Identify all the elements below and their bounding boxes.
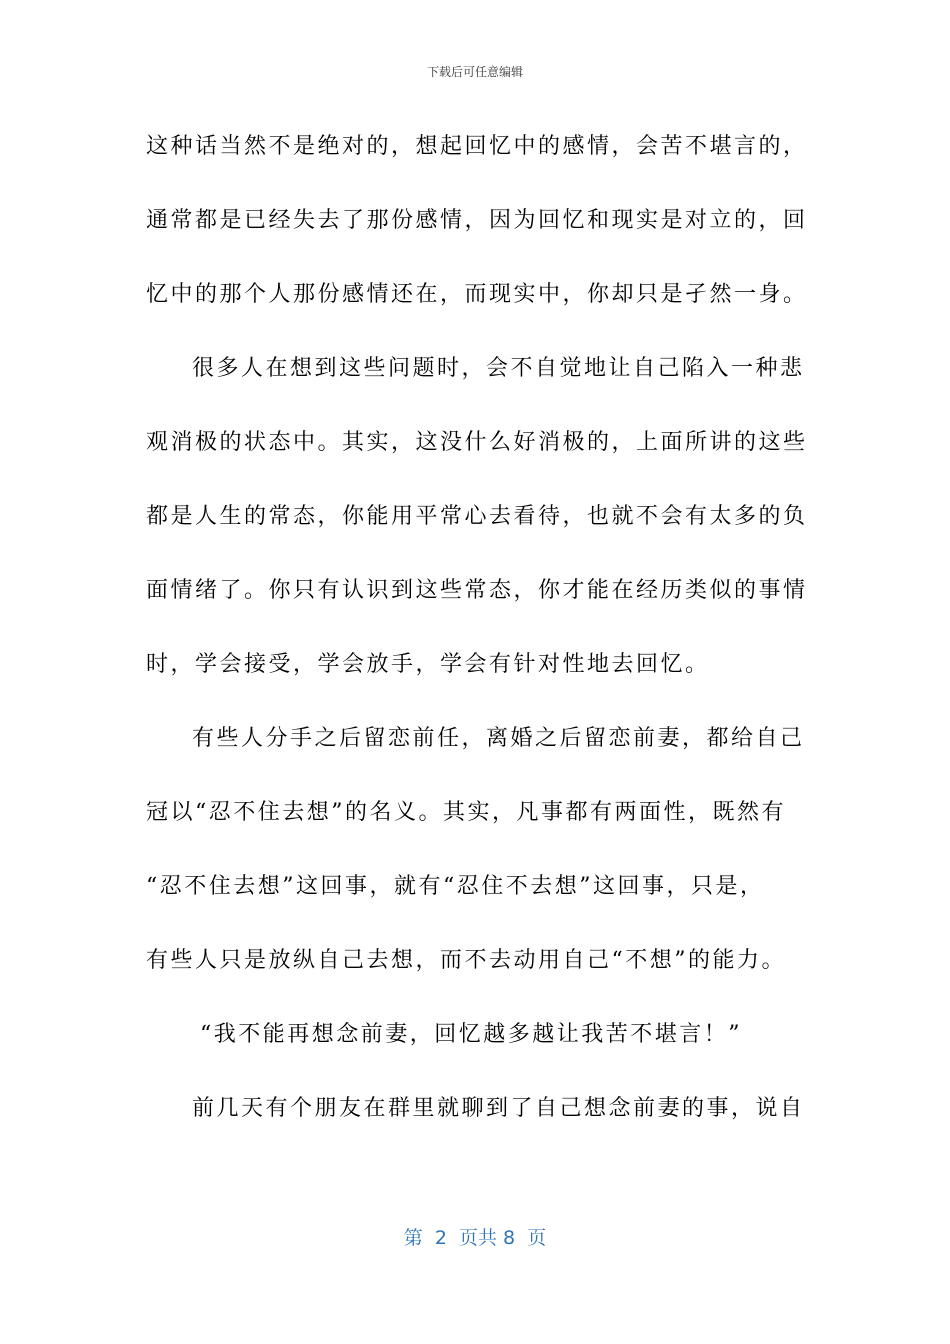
page-header: 下载后可任意编辑	[426, 65, 523, 79]
paragraph-start-line: 有些人分手之后留恋前任，离婚之后留恋前妻，都给自己	[192, 726, 805, 751]
body-line: 忆中的那个人那份感情还在，而现实中，你却只是孑然一身。	[146, 282, 808, 307]
paragraph-start-line: 很多人在想到这些问题时，会不自觉地让自己陷入一种悲	[192, 356, 805, 381]
body-line: 通常都是已经失去了那份感情，因为回忆和现实是对立的，回	[146, 208, 808, 233]
body-line: 都是人生的常态，你能用平常心去看待，也就不会有太多的负	[146, 504, 808, 529]
paragraph-start-line: 前几天有个朋友在群里就聊到了自己想念前妻的事，说自	[192, 1096, 805, 1121]
body-line: 面情绪了。你只有认识到这些常态，你才能在经历类似的事情	[146, 578, 808, 603]
body-line: 冠以“忍不住去想”的名义。其实，凡事都有两面性，既然有	[146, 800, 786, 825]
body-line: 这种话当然不是绝对的，想起回忆中的感情，会苦不堪言的，	[146, 134, 808, 159]
body-line: 有些人只是放纵自己去想，而不去动用自己“不想”的能力。	[146, 948, 786, 973]
quote-line: “我不能再想念前妻，回忆越多越让我苦不堪言！”	[200, 1022, 742, 1047]
page-number-footer: 第 2 页共 8 页	[403, 1227, 547, 1249]
body-line: 时，学会接受，学会放手，学会有针对性地去回忆。	[146, 652, 710, 677]
body-line: 观消极的状态中。其实，这没什么好消极的，上面所讲的这些	[146, 430, 808, 455]
document-body	[146, 110, 808, 1146]
body-line: “忍不住去想”这回事，就有“忍住不去想”这回事，只是，	[146, 874, 765, 899]
